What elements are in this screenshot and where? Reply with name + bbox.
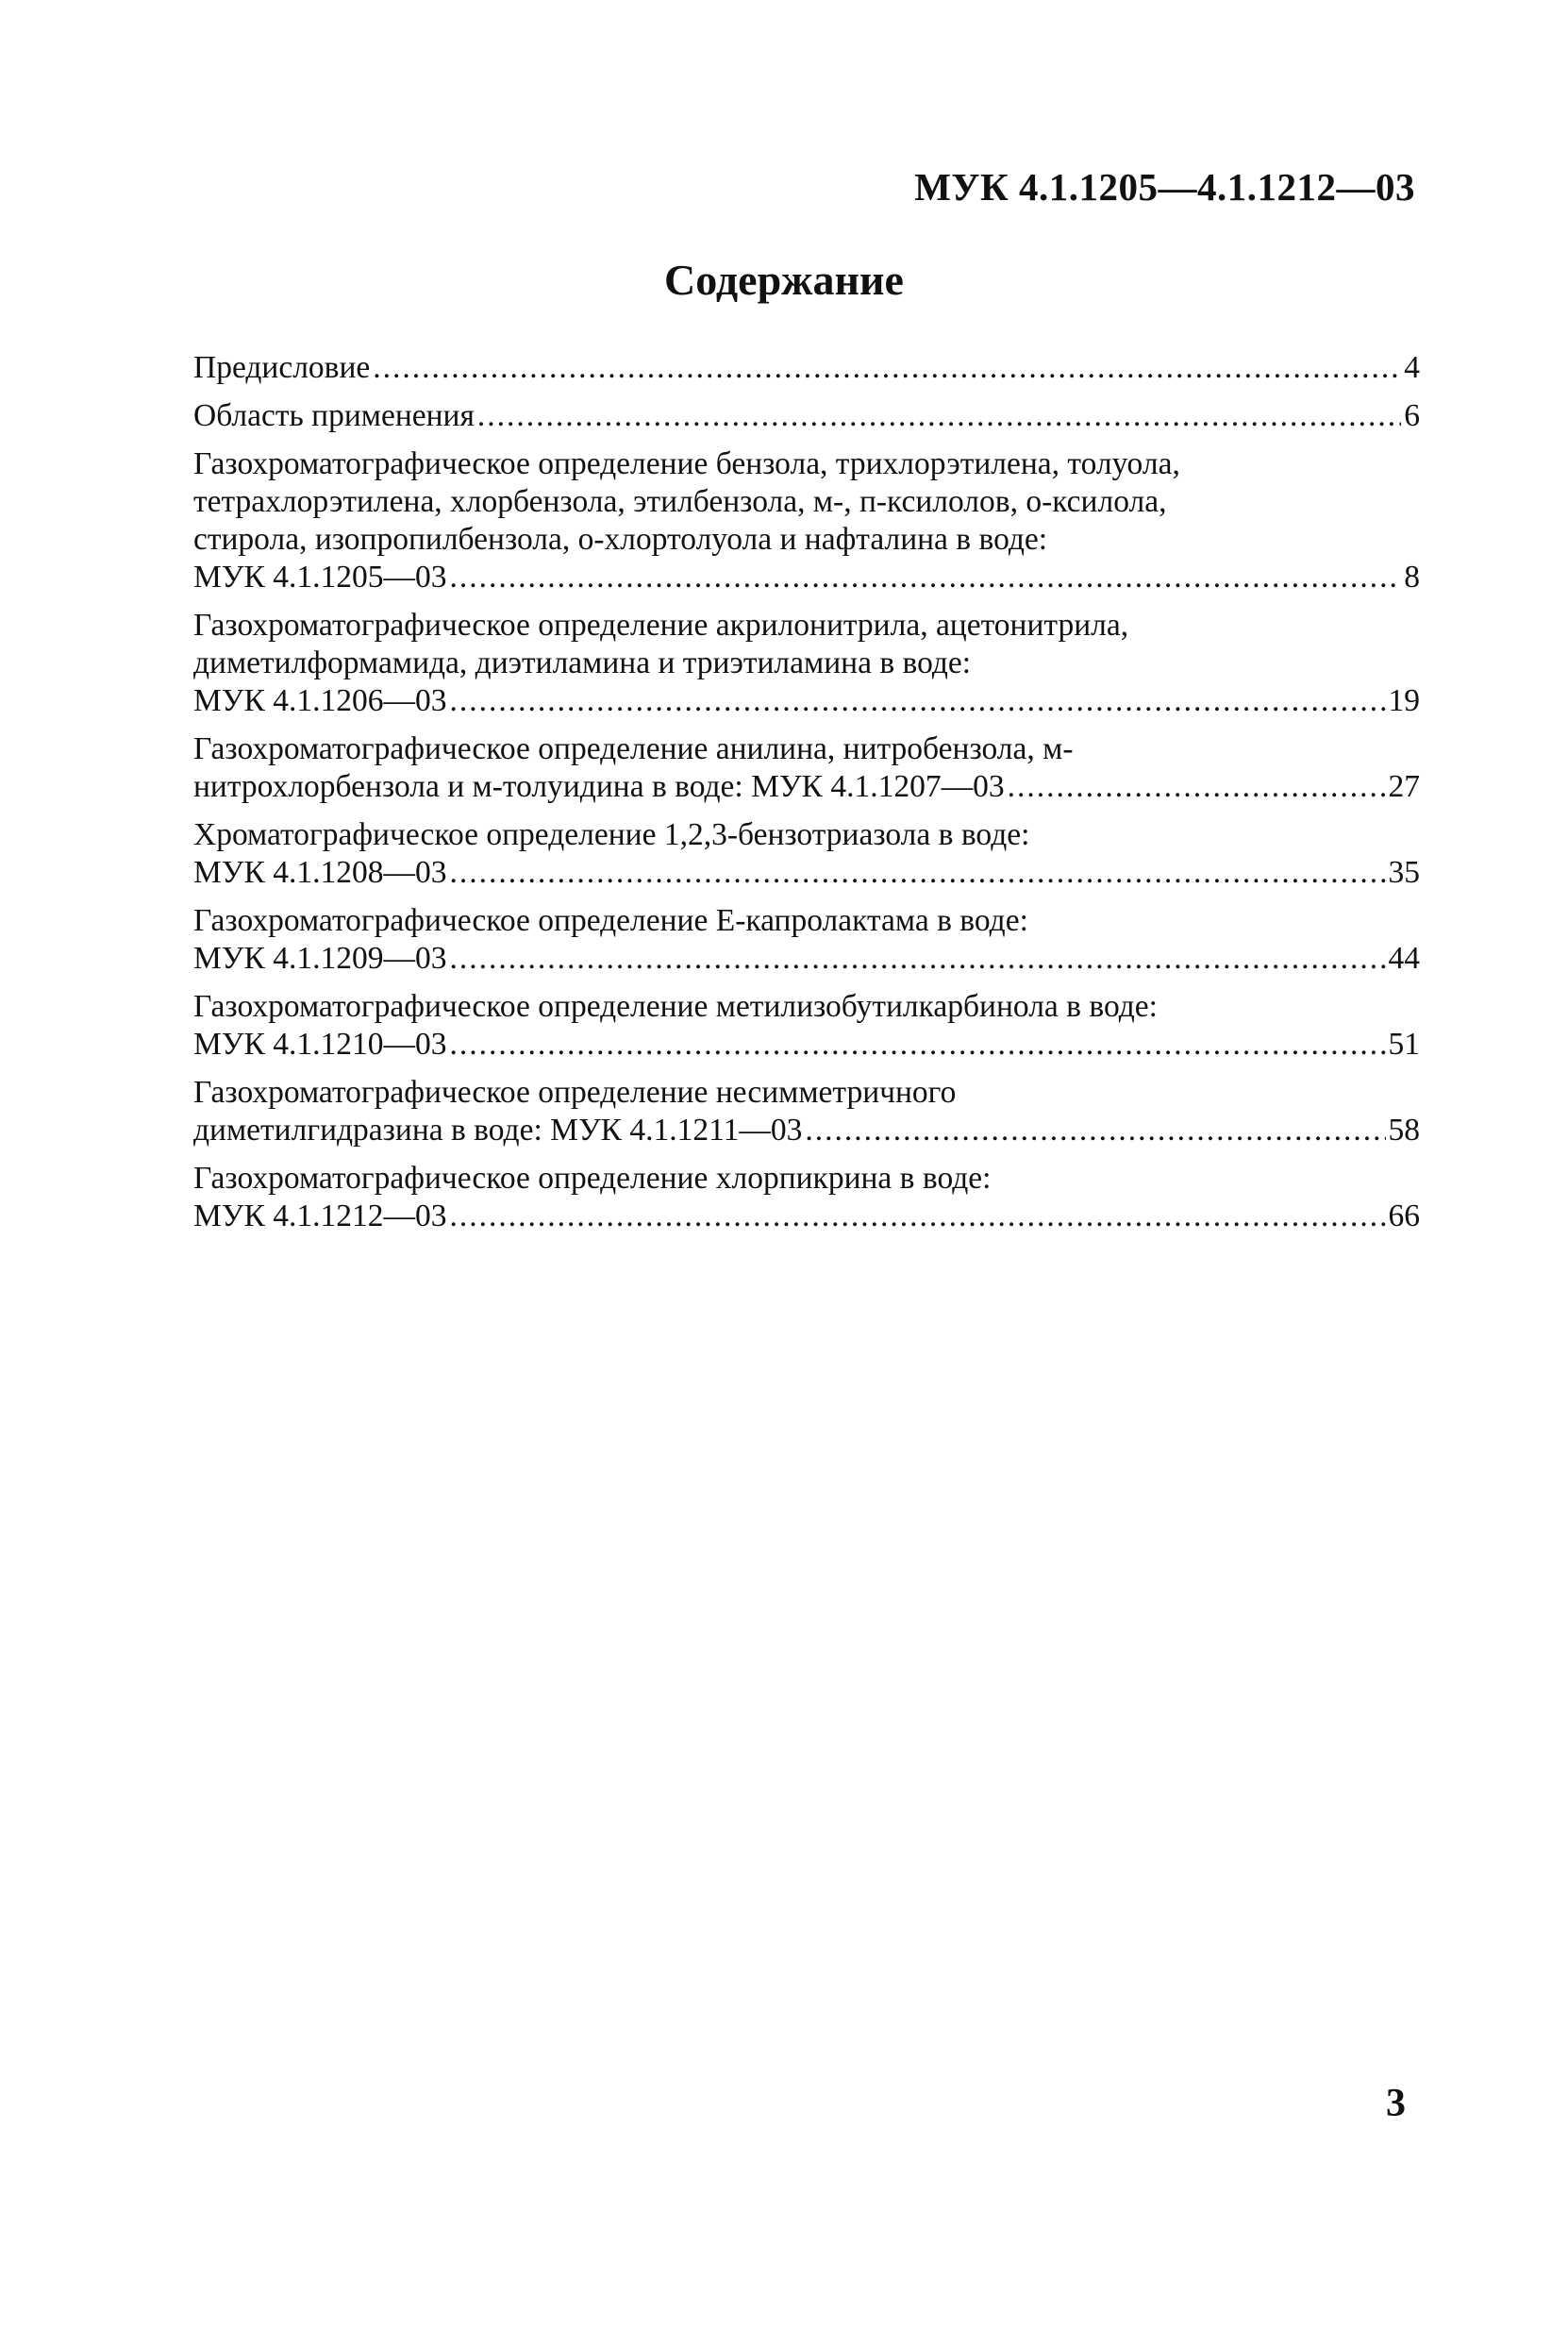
- toc-entry-label: диметилгидразина в воде: МУК 4.1.1211—03: [193, 1113, 803, 1148]
- dot-leader: [373, 349, 1401, 387]
- toc-entry-text-line: Газохроматографическое определение метилизобутилкарбинола в воде:: [193, 989, 1158, 1024]
- toc-entry-final-line: [193, 397, 1420, 435]
- toc-entry-text-line: тетрахлорэтилена, хлорбензола, этилбензола, м-, п-ксилолов, о-ксилола,: [193, 484, 1167, 519]
- toc-entry-final-line: [193, 1112, 1420, 1149]
- toc-entry-final-line: [193, 940, 1420, 978]
- toc-entry-page-number: 44: [1388, 941, 1420, 976]
- toc-entry-page-number: 58: [1388, 1113, 1420, 1148]
- toc-entry-final-line: [193, 559, 1420, 596]
- toc-entry-final-line: [193, 854, 1420, 892]
- toc-entry-page-number: 35: [1388, 855, 1420, 890]
- toc-entry[interactable]: [193, 1074, 1420, 1149]
- toc-entry-label: нитрохлорбензола и м-толуидина в воде: МУК 4.1.1207—03: [193, 769, 1005, 804]
- toc-entry-final-line: [193, 768, 1420, 806]
- toc-entry[interactable]: [193, 607, 1420, 720]
- toc-entry-final-line: [193, 1026, 1420, 1064]
- toc-entry-text-line: Газохроматографическое определение хлорпикрина в воде:: [193, 1161, 992, 1196]
- toc-entry[interactable]: [193, 902, 1420, 978]
- toc-entry[interactable]: [193, 988, 1420, 1064]
- toc-entry[interactable]: [193, 397, 1420, 435]
- dot-leader: [449, 559, 1401, 596]
- toc-entry-final-line: [193, 682, 1420, 720]
- toc-entry-text-line: Газохроматографическое определение Е-капролактама в воде:: [193, 903, 1028, 938]
- dot-leader: [449, 940, 1385, 978]
- toc-entry-final-line: [193, 1198, 1420, 1235]
- toc-entry-final-line: [193, 349, 1420, 387]
- toc-entry-page-number: 4: [1404, 350, 1420, 385]
- toc-entry-page-number: 27: [1388, 769, 1420, 804]
- dot-leader: [477, 397, 1401, 435]
- toc-entry-text-line: Газохроматографическое определение бензола, трихлорэтилена, толуола,: [193, 446, 1180, 481]
- toc-entry-page-number: 8: [1404, 560, 1420, 595]
- dot-leader: [1008, 768, 1386, 806]
- dot-leader: [449, 682, 1385, 720]
- dot-leader: [805, 1112, 1385, 1149]
- toc-entry-text-line: Хроматографическое определение 1,2,3-бензотриазола в воде:: [193, 817, 1030, 852]
- toc-entry-label: Область применения: [193, 398, 475, 433]
- page-number: 3: [1386, 2082, 1406, 2125]
- toc-entry-label: МУК 4.1.1208—03: [193, 855, 447, 890]
- toc-entry-text-line: диметилформамида, диэтиламина и триэтиламина в воде:: [193, 645, 972, 680]
- toc-entry[interactable]: [193, 816, 1420, 892]
- toc-entry-page-number: 51: [1388, 1027, 1420, 1062]
- toc-entry[interactable]: [193, 349, 1420, 387]
- toc-entry[interactable]: [193, 445, 1420, 596]
- toc-entry-label: МУК 4.1.1206—03: [193, 683, 447, 718]
- toc-entry-page-number: 19: [1388, 683, 1420, 718]
- toc-entry-text-line: стирола, изопропилбензола, о-хлортолуола и нафталина в воде:: [193, 522, 1048, 557]
- toc-title: Содержание: [664, 256, 904, 304]
- table-of-contents: [193, 349, 1420, 1246]
- toc-entry-text-line: Газохроматографическое определение несимметричного: [193, 1075, 957, 1110]
- toc-entry-label: МУК 4.1.1210—03: [193, 1027, 447, 1062]
- toc-entry[interactable]: [193, 1160, 1420, 1235]
- toc-entry-label: Предисловие: [193, 350, 371, 385]
- toc-entry-label: МУК 4.1.1212—03: [193, 1199, 447, 1233]
- dot-leader: [449, 854, 1385, 892]
- dot-leader: [449, 1198, 1385, 1235]
- toc-entry-page-number: 6: [1404, 398, 1420, 433]
- toc-entry-page-number: 66: [1388, 1199, 1420, 1233]
- toc-entry-label: МУК 4.1.1209—03: [193, 941, 447, 976]
- toc-entry-label: МУК 4.1.1205—03: [193, 560, 447, 595]
- toc-entry-text-line: Газохроматографическое определение анилина, нитробензола, м-: [193, 731, 1074, 766]
- toc-entry-text-line: Газохроматографическое определение акрилонитрила, ацетонитрила,: [193, 608, 1129, 643]
- toc-entry[interactable]: [193, 730, 1420, 806]
- dot-leader: [449, 1026, 1385, 1064]
- document-code: МУК 4.1.1205—4.1.1212—03: [914, 165, 1415, 209]
